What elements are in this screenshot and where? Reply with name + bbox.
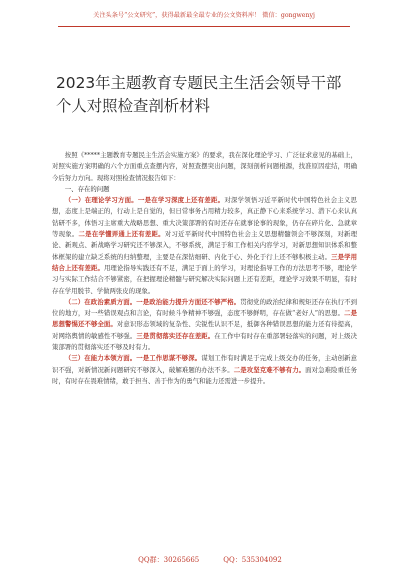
- ability-paragraph: [52, 353, 357, 387]
- point-heading: 二是在学懂弄通上还有差距。: [78, 230, 165, 239]
- top-notice-banner: 关注头条号“公文研究”，获得最新最全最专业的公文资料库！ 微信：gongwenyj: [93, 12, 315, 19]
- item-label: （二）在政治素质方面。: [64, 297, 137, 306]
- point-heading: 一是政治能力提升方面还不够严格。: [136, 297, 241, 306]
- point-text: 贯彻党的政治纪律和规矩还存在执行不到位的地方，对一些错误观点和言论，有时候斗争精神不够强，态度不够鲜明，存在做“老好人”的思想。: [52, 297, 357, 318]
- qq-group-label: QQ群：30265665: [138, 556, 200, 564]
- intro-paragraph: 按照《*****主题教育专题民主生活会实施方案》的要求，我在深化理论学习、广泛征求意见的基础上，对照实施方案明确的六个方面重点查摆内容，对照查摆突出问题，深刻剖析问题根源，找准原因症结，明确今后努力方向。现将对照检查情况报告如下：: [52, 151, 357, 182]
- point-text: 对意识形态领域的复杂性、尖锐性认识不足，抵御各种错误思想的能力还有待提高，对网络舆情的敏感性不够强。: [52, 320, 357, 340]
- point-heading: 二是攻坚克难不够有力。: [233, 365, 306, 374]
- header-divider: [58, 26, 350, 27]
- point-heading: 二是思想警惕还不够全面。: [52, 309, 357, 329]
- footer-contact: [110, 552, 310, 568]
- point-text: 在工作中有时存在重部署轻落实的问题，对上级决策部署的贯彻落实还不够及时有力。: [52, 331, 357, 352]
- document-title: 2023年主题教育专题民主生活会领导干部个人对照检查剖析材料: [56, 74, 342, 115]
- item-label: （一）在理论学习方面。: [64, 196, 138, 205]
- point-heading: 三是学用结合上还有差距。: [52, 252, 357, 272]
- qq-label: QQ：535304092: [223, 556, 282, 564]
- section-heading: 一、存在的问题: [64, 184, 110, 193]
- point-text: 用理论指导实践还有不足，满足于面上的学习，对理论指导工作的方法思考不够，理论学习与实际工作结合不够紧密，在把握理论精髓与研究解决实际问题上还有差距，理论学习效果不明显，有时存在学用脱节、学做两张皮的现象。: [52, 263, 357, 295]
- point-text: 对深学领悟习近平新时代中国特色社会主义思想，态度上是端正的，行动上是自觉的，但日常事务占用精力较多，真正静下心来系统学习、潜下心来认真钻研不多，体悟习主席重大战略思想、重大决策部署的有时还存在就事论事的现象，仍存在碎片化、急就章等现象。: [52, 196, 357, 239]
- political-quality-paragraph: [52, 297, 357, 353]
- theory-study-paragraph: [52, 195, 357, 297]
- point-text: 面对急难险重任务时，有时存在畏难情绪，敢于担当、善于作为的勇气和能力还需进一步提升。: [52, 365, 357, 385]
- document-body: [52, 150, 357, 544]
- item-label: （三）在能力本领方面。: [64, 354, 137, 363]
- point-heading: 三是贯彻落实还存在差距。: [136, 331, 215, 340]
- point-heading: 一是工作思谋不够深。: [136, 354, 202, 363]
- point-text: 谋划工作有时满足于完成上级交办的任务，主动创新意识不强，对新情况新问题研究不够深入，破解难题的办法不多。: [52, 354, 357, 374]
- point-text: 对习近平新时代中国特色社会主义思想精髓领会不够深刻，对新理论、新观点、新战略学习研究还不够深入，不够系统，满足于和工作相关内容学习，对新思想知识体系和整体框架的建立缺乏系统的归纳整理，主要是在深钻细研、内化于心、外化于行上还不够积极主动。: [52, 230, 357, 261]
- point-heading: 一是在学习深度上还有差距。: [137, 196, 225, 205]
